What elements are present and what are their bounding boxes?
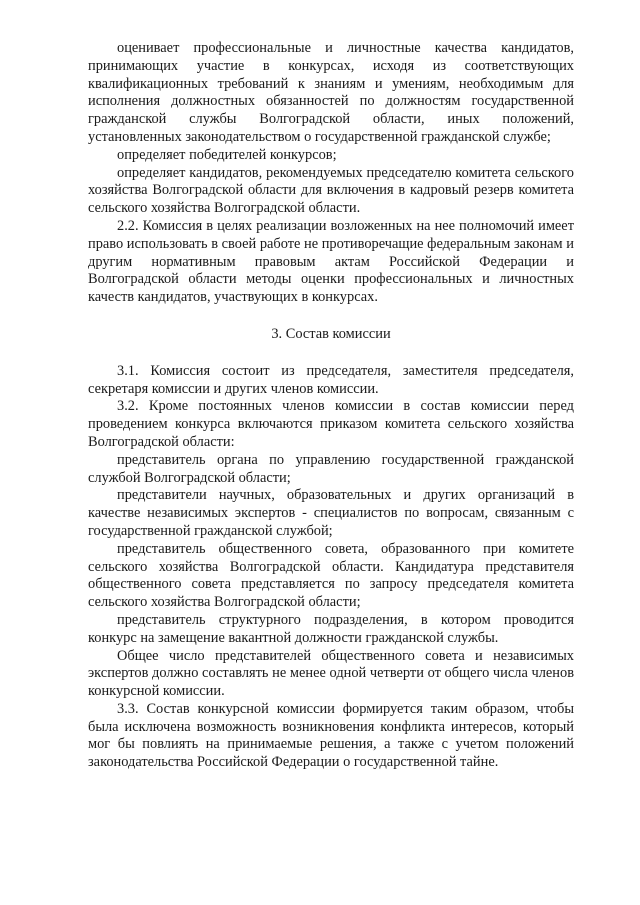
paragraph-evaluates-candidates: оценивает профессиональные и личностные качества кандидатов, принимающих участие в конкурсах, исходя из соответствующих квалификационных требований к знаниям и умениям, необходимым для исполнения должностных обязанностей по должностям государственной гражданской службы Волгоградской области, иных положений, установленных законодательством о государственной гражданской службе;: [88, 40, 574, 145]
paragraph-independent-experts: представители научных, образовательных и других организаций в качестве независимых экспертов - специалистов по вопросам, связанным с государственной гражданской службой;: [88, 487, 574, 539]
section-heading: 3. Состав комиссии: [271, 325, 391, 342]
paragraph-determines-reserve-candidates: определяет кандидатов, рекомендуемых председателю комитета сельского хозяйства Волгоградской области для включения в кадровый резерв комитета сельского хозяйства Волгоградской области.: [88, 164, 574, 217]
paragraph-2-2: 2.2. Комиссия в целях реализации возложенных на нее полномочий имеет право использовать в своей работе не противоречащие федеральным законам и другим нормативным правовым актам Российской Федерации и Волгоградской области методы оценки профессиональных и личностных качеств кандидатов, участвующих в конкурсах.: [88, 217, 574, 306]
paragraph-3-1: 3.1. Комиссия состоит из председателя, заместителя председателя, секретаря комиссии и других членов комиссии.: [88, 362, 574, 397]
paragraph-representative-civil-service: представитель органа по управлению государственной гражданской службой Волгоградской области;: [88, 451, 574, 486]
paragraph-3-3: 3.3. Состав конкурсной комиссии формируется таким образом, чтобы была исключена возможность возникновения конфликта интересов, который мог бы повлиять на принимаемые решения, а также с учетом положений законодательства Российской Федерации о государственной тайне.: [88, 700, 574, 771]
paragraph-3-2: 3.2. Кроме постоянных членов комиссии в состав комиссии перед проведением конкурса включаются приказом комитета сельского хозяйства Волгоградской области:: [88, 398, 574, 450]
paragraph-public-council: представитель общественного совета, образованного при комитете сельского хозяйства Волгоградской области. Кандидатура представителя общественного совета представляется по запросу председателя комитета сельского хозяйства Волгоградской области;: [88, 540, 574, 611]
paragraph-structural-unit: представитель структурного подразделения, в котором проводится конкурс на замещение вакантной должности гражданской службы.: [88, 611, 574, 646]
document-page: [88, 40, 574, 772]
paragraph-quarter-requirement: Общее число представителей общественного совета и независимых экспертов должно составлять не менее одной четверти от общего числа членов конкурсной комиссии.: [88, 647, 574, 700]
paragraph-determines-winners: определяет победителей конкурсов;: [117, 146, 337, 163]
